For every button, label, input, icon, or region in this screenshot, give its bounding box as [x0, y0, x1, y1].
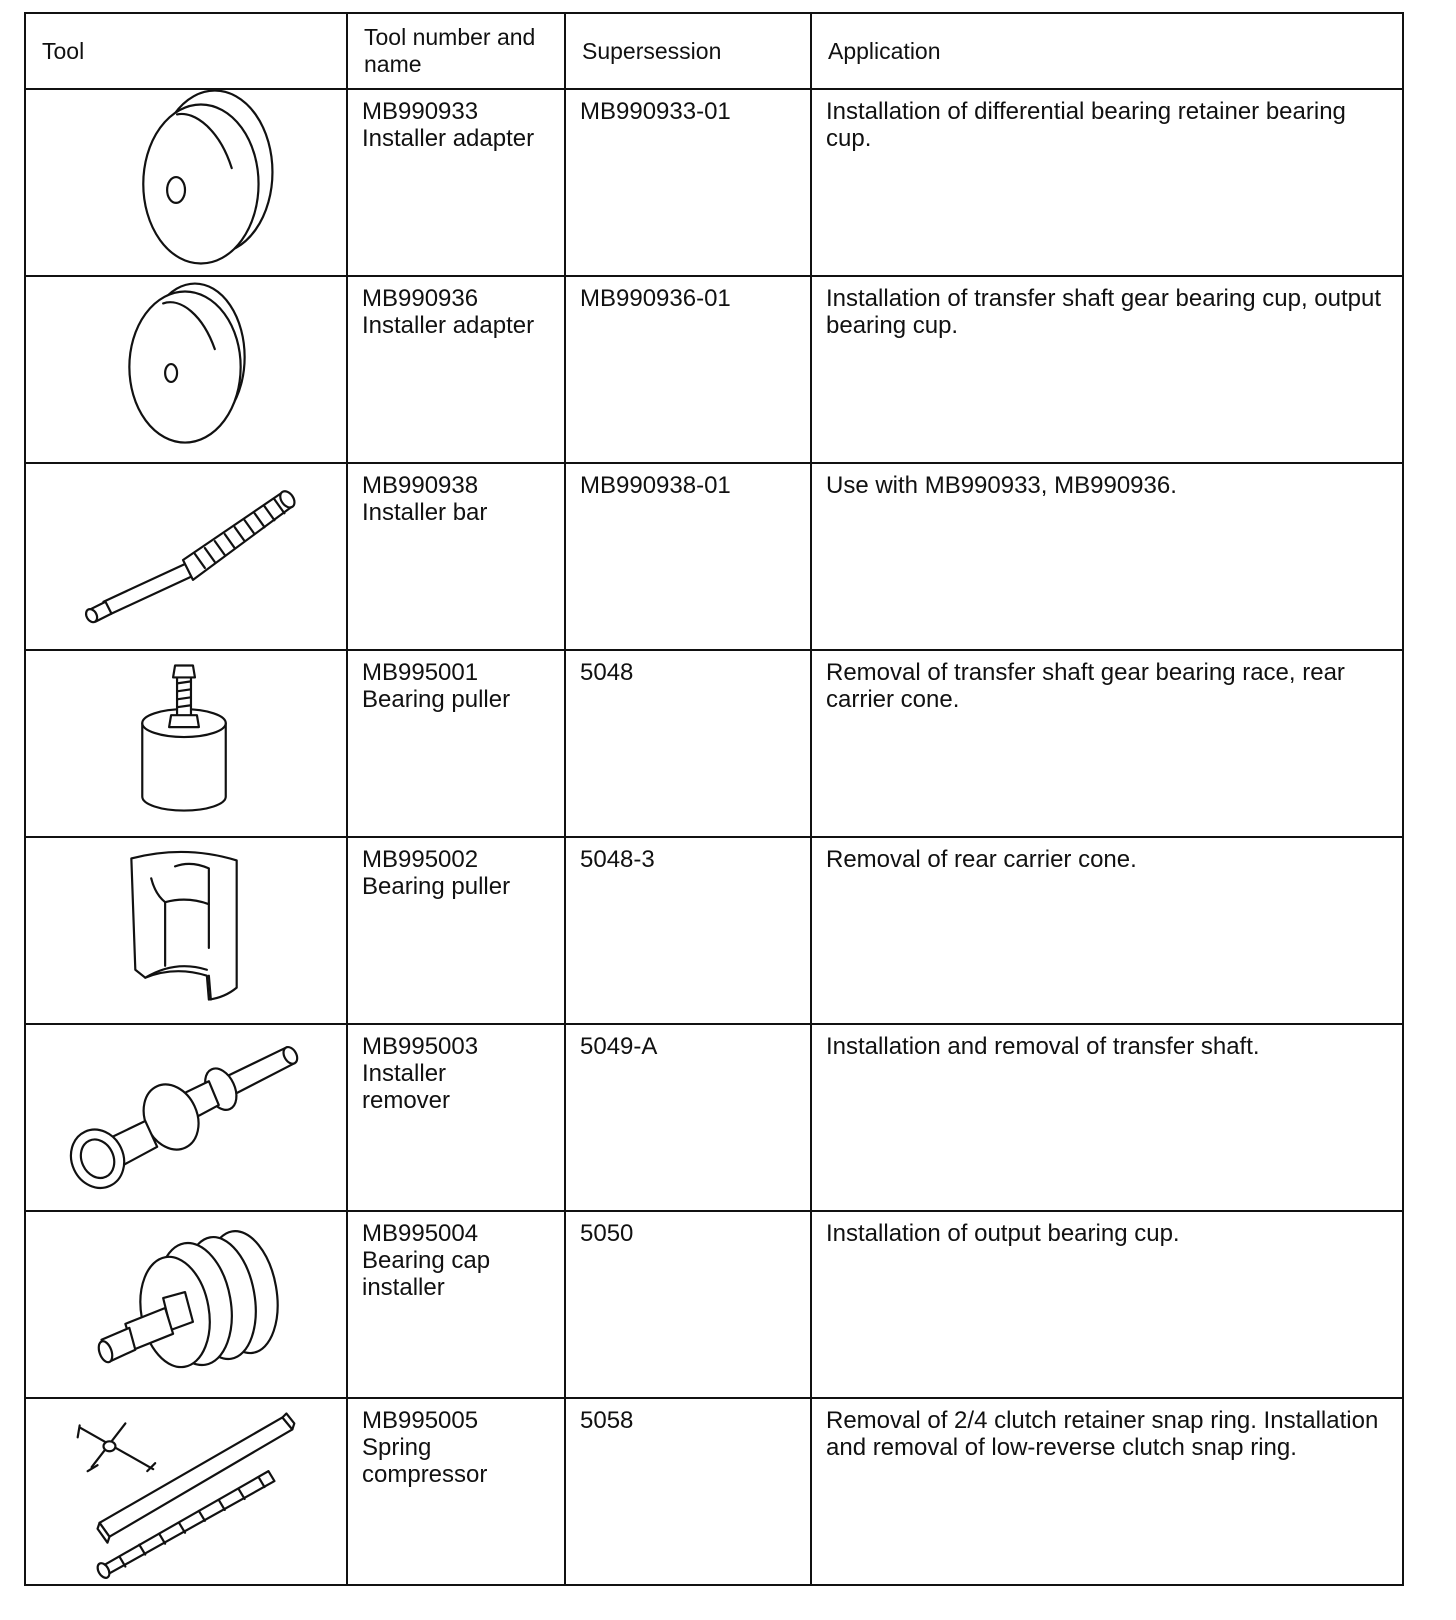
bearing-puller-icon [26, 651, 346, 836]
installer-remover-icon [26, 1025, 346, 1210]
special-tools-table [24, 12, 1404, 1586]
supersession-cell: MB990938-01 [565, 463, 811, 650]
tool-illustration-cell [25, 89, 347, 276]
supersession-cell: 5048-3 [565, 837, 811, 1024]
tool-illustration-cell [25, 1211, 347, 1398]
tool-name-line: remover [362, 1087, 451, 1114]
tool-number-cell [347, 89, 565, 276]
tool-number: MB995002 [362, 846, 479, 873]
application-cell: Installation of differential bearing retainer bearing cup. [811, 89, 1403, 276]
tool-number-cell [347, 650, 565, 837]
table-row [25, 1024, 1403, 1211]
application-cell: Installation of transfer shaft gear bearing cup, output bearing cup. [811, 276, 1403, 463]
installer-adapter-icon [26, 277, 346, 462]
header-supersession: Supersession [565, 13, 811, 89]
tool-illustration-cell [25, 650, 347, 837]
tool-number: MB990938 [362, 472, 479, 499]
tool-name: Installer bar [362, 499, 488, 526]
tool-number: MB990933 [362, 98, 479, 125]
tool-number: MB995004 [362, 1220, 479, 1247]
supersession-cell: 5048 [565, 650, 811, 837]
header-tool-number: Tool number and name [347, 13, 565, 89]
tool-illustration-cell [25, 276, 347, 463]
supersession-cell: MB990936-01 [565, 276, 811, 463]
bearing-puller-cup-icon [26, 838, 346, 1023]
tool-illustration-cell [25, 837, 347, 1024]
header-tool: Tool [25, 13, 347, 89]
application-cell: Removal of 2/4 clutch retainer snap ring. Installation and removal of low-reverse clutch snap ring. [811, 1398, 1403, 1585]
tool-number-cell [347, 1398, 565, 1585]
application-cell: Use with MB990933, MB990936. [811, 463, 1403, 650]
table-row [25, 89, 1403, 276]
tool-name: Bearing puller [362, 873, 511, 900]
installer-adapter-icon [26, 90, 346, 275]
tool-name: Bearing puller [362, 686, 511, 713]
installer-bar-icon [26, 464, 346, 649]
table-row [25, 276, 1403, 463]
tool-number-cell [347, 1024, 565, 1211]
supersession-cell: 5049-A [565, 1024, 811, 1211]
table-row [25, 463, 1403, 650]
tool-illustration-cell [25, 1398, 347, 1585]
table-row [25, 650, 1403, 837]
tool-name: Installer adapter [362, 125, 535, 152]
application-cell: Installation of output bearing cup. [811, 1211, 1403, 1398]
tool-name-line: installer [362, 1274, 445, 1301]
tool-illustration-cell [25, 463, 347, 650]
tool-number: MB990936 [362, 285, 479, 312]
tool-number-cell [347, 463, 565, 650]
table-row [25, 837, 1403, 1024]
tool-name-line: Bearing cap [362, 1247, 491, 1274]
table-row [25, 1398, 1403, 1585]
supersession-cell: MB990933-01 [565, 89, 811, 276]
tool-name-line: Installer [362, 1060, 447, 1087]
tool-name-line: compressor [362, 1461, 488, 1488]
tool-name-line: Spring [362, 1434, 432, 1461]
tool-number: MB995005 [362, 1407, 479, 1434]
header-row [25, 13, 1403, 89]
application-cell: Removal of rear carrier cone. [811, 837, 1403, 1024]
table-row [25, 1211, 1403, 1398]
spring-compressor-icon [26, 1399, 346, 1584]
supersession-cell: 5050 [565, 1211, 811, 1398]
tool-number-cell [347, 1211, 565, 1398]
supersession-cell: 5058 [565, 1398, 811, 1585]
application-cell: Removal of transfer shaft gear bearing race, rear carrier cone. [811, 650, 1403, 837]
tool-name: Installer adapter [362, 312, 535, 339]
tool-number: MB995003 [362, 1033, 479, 1060]
tool-illustration-cell [25, 1024, 347, 1211]
tool-number-cell [347, 837, 565, 1024]
tool-number: MB995001 [362, 659, 479, 686]
bearing-cap-installer-icon [26, 1212, 346, 1397]
header-application: Application [811, 13, 1403, 89]
tool-number-cell [347, 276, 565, 463]
application-cell: Installation and removal of transfer shaft. [811, 1024, 1403, 1211]
